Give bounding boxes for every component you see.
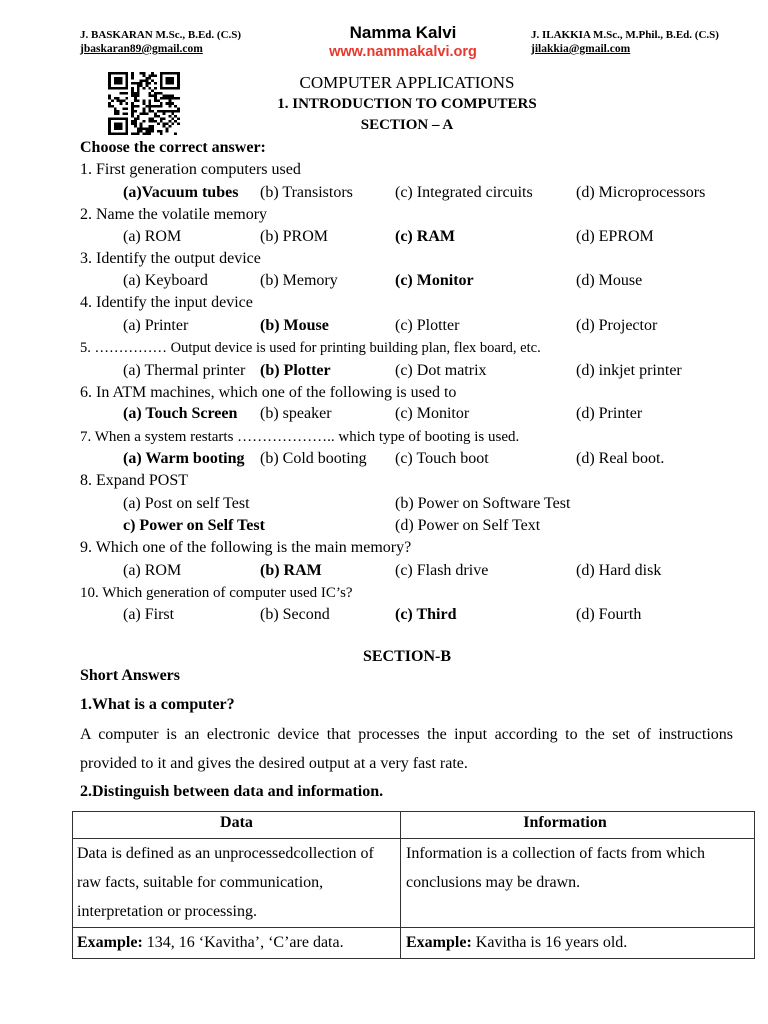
q1-option-a: (a)Vacuum tubes [123,184,239,201]
sb-question-1-text: 1.What is a computer? [80,696,235,713]
section-a-title: SECTION – A [360,117,454,133]
website-link[interactable]: www.nammakalvi.org [329,44,477,60]
question-9-options [0,560,768,582]
question-10-text: 10. Which generation of computer used IC’s? [80,585,353,601]
q6-option-a: (a) Touch Screen [123,405,238,422]
q7-option-d: (d) Real boot. [576,450,665,467]
table-header-row [73,812,755,839]
question-3-text: 3. Identify the output device [80,250,261,267]
subject-title: COMPUTER APPLICATIONS [299,73,515,92]
q5-option-b: (b) Plotter [260,362,331,379]
q2-option-d: (d) EPROM [576,228,654,245]
question-6-options [0,403,768,425]
q4-option-b: (b) Mouse [260,317,329,334]
q1-option-c: (c) Integrated circuits [395,184,533,201]
q9-option-b: (b) RAM [260,562,322,579]
short-answers-heading: Short Answers [80,667,181,684]
question-9-text: 9. Which one of the following is the main memory? [80,539,412,556]
data-example-text: 134, 16 ‘Kavitha’, ‘C’are data. [146,934,344,951]
author-left [80,28,241,57]
data-example-label: Example: [77,934,143,951]
question-8-options-row-2 [0,515,768,537]
instruction: Choose the correct answer: [80,139,266,156]
q9-option-c: (c) Flash drive [395,562,489,579]
q3-option-a: (a) Keyboard [123,272,208,289]
q6-option-d: (d) Printer [576,405,643,422]
question-2-options [0,226,768,248]
question-7-options [0,448,768,470]
q7-option-c: (c) Touch boot [395,450,489,467]
q7-option-b: (b) Cold booting [260,450,367,467]
q8-option-c: c) Power on Self Test [123,517,265,534]
table-row [73,928,755,959]
author-left-name: J. BASKARAN M.Sc., B.Ed. (C.S) [80,29,242,41]
q6-option-c: (c) Monitor [395,405,470,422]
question-8-text: 8. Expand POST [80,472,188,489]
chapter-title: 1. INTRODUCTION TO COMPUTERS [277,96,537,112]
q5-option-a: (a) Thermal printer [123,362,246,379]
question-5-options [0,360,768,382]
q4-option-c: (c) Plotter [395,317,460,334]
q1-option-d: (d) Microprocessors [576,184,706,201]
table-header-information: Information [401,812,755,839]
author-right-email[interactable]: jilakkia@gmail.com [531,43,631,55]
data-example-cell [73,928,401,959]
question-4-text: 4. Identify the input device [80,294,253,311]
question-4-options [0,315,768,337]
q9-option-d: (d) Hard disk [576,562,662,579]
question-10-options [0,604,768,626]
q8-option-b: (b) Power on Software Test [395,495,571,512]
q10-option-a: (a) First [123,606,175,623]
q5-option-d: (d) inkjet printer [576,362,682,379]
data-information-table [72,811,755,959]
q7-option-a: (a) Warm booting [123,450,245,467]
q3-option-d: (d) Mouse [576,272,643,289]
q10-option-b: (b) Second [260,606,330,623]
information-example-label: Example: [406,934,472,951]
q4-option-d: (d) Projector [576,317,658,334]
site-name: Namma Kalvi [349,23,457,42]
sb-answer-1: A computer is an electronic device that processes the input according to the set of instructions provided to it and gives the desired output at a very fast rate. [80,726,733,772]
question-5-text: 5. …………… Output device is used for printing building plan, flex board, etc. [80,340,541,356]
q10-option-c: (c) Third [395,606,457,623]
q5-option-c: (c) Dot matrix [395,362,487,379]
question-2-text: 2. Name the volatile memory [80,206,268,223]
q1-option-b: (b) Transistors [260,184,353,201]
q4-option-a: (a) Printer [123,317,189,334]
q8-option-d: (d) Power on Self Text [395,517,541,534]
question-8-options-row-1 [0,493,768,515]
section-b-title: SECTION-B [362,648,452,665]
q2-option-c: (c) RAM [395,228,455,245]
site-branding [300,23,506,61]
q10-option-d: (d) Fourth [576,606,642,623]
q6-option-b: (b) speaker [260,405,332,422]
q2-option-a: (a) ROM [123,228,182,245]
question-6-text: 6. In ATM machines, which one of the following is used to [80,384,457,401]
table-row [73,839,755,928]
information-definition-cell: Information is a collection of facts from which conclusions may be drawn. [401,839,755,928]
information-example-cell [401,928,755,959]
data-definition-cell: Data is defined as an unprocessedcollection of raw facts, suitable for communication, interpretation or processing. [73,839,401,928]
question-3-options [0,270,768,292]
q2-option-b: (b) PROM [260,228,329,245]
q8-option-a: (a) Post on self Test [123,495,250,512]
q3-option-b: (b) Memory [260,272,338,289]
q3-option-c: (c) Monitor [395,272,474,289]
question-1-options [0,182,768,204]
question-7-text: 7. When a system restarts ……………….. which type of booting is used. [80,429,520,445]
author-left-email[interactable]: jbaskaran89@gmail.com [80,43,203,55]
information-example-text: Kavitha is 16 years old. [475,934,628,951]
table-header-data: Data [73,812,401,839]
sb-question-2-text: 2.Distinguish between data and information. [80,783,384,800]
author-right [531,28,719,57]
author-right-name: J. ILAKKIA M.Sc., M.Phil., B.Ed. (C.S) [531,29,719,41]
q9-option-a: (a) ROM [123,562,182,579]
question-1-text: 1. First generation computers used [80,161,301,178]
